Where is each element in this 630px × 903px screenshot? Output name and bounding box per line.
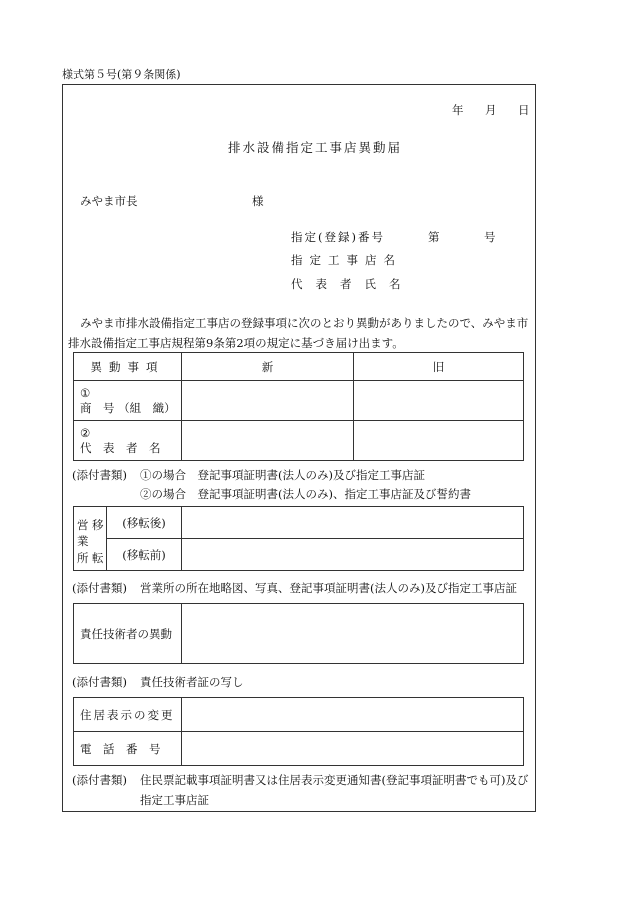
attachments4-line1: 住民票記載事項証明書又は住居表示変更通知書(登記事項証明書でも可)及び — [140, 773, 529, 787]
address-change-label: 住居表示の変更 — [74, 698, 182, 732]
addressee-honorific: 様 — [252, 194, 264, 208]
row2-label-cell — [74, 421, 182, 461]
day-label: 日 — [518, 103, 530, 117]
vertical-text-3: 業 — [77, 534, 89, 548]
addressee-name: みやま市長 — [80, 194, 138, 208]
phone-input[interactable] — [182, 732, 524, 766]
month-label: 月 — [485, 103, 497, 117]
row1-label: 商 号 （組 織） — [80, 400, 176, 415]
before-input[interactable] — [182, 539, 524, 571]
form-number: 様式第５号(第９条関係) — [62, 68, 181, 81]
table-row — [74, 421, 524, 461]
table-row — [74, 539, 524, 571]
attachments1-line1: ①の場合 登記事項証明書(法人のみ)及び指定工事店証 — [140, 468, 425, 482]
attachments4-line2: 指定工事店証 — [140, 793, 209, 807]
year-label: 年 — [452, 103, 464, 117]
representative-name-label: 代表者氏名 — [291, 277, 414, 291]
after-input[interactable] — [182, 507, 524, 539]
row2-label: 代 表 者 名 — [80, 440, 161, 455]
row1-old-input[interactable] — [354, 381, 524, 421]
shop-name-label: 指定工事店名 — [291, 253, 402, 267]
address-phone-table — [73, 697, 524, 766]
engineer-change-input[interactable] — [182, 604, 524, 664]
office-relocation-vertical-cell — [74, 507, 107, 571]
header-old: 旧 — [354, 353, 524, 381]
row1-number: ① — [80, 385, 91, 400]
registration-number-suffix: 号 — [484, 230, 496, 244]
attachments1-line2: ②の場合 登記事項証明書(法人のみ)、指定工事店証及び誓約書 — [140, 487, 471, 501]
attachments4-label: (添付書類) — [72, 773, 127, 787]
row1-label-cell — [74, 381, 182, 421]
attachments2-text: 営業所の所在地略図、写真、登記事項証明書(法人のみ)及び指定工事店証 — [140, 581, 517, 595]
header-item: 異動事項 — [74, 353, 182, 381]
statement-line-2: 排水設備指定工事店規程第9条第2項の規定に基づき届け出ます。 — [68, 336, 404, 350]
header-new: 新 — [182, 353, 354, 381]
before-label: (移転前) — [107, 539, 182, 571]
office-relocation-table — [73, 506, 524, 571]
row2-old-input[interactable] — [354, 421, 524, 461]
vertical-text-5: 転 — [92, 551, 104, 565]
table-row — [74, 381, 524, 421]
change-items-table — [73, 352, 524, 461]
engineer-change-table — [73, 603, 524, 664]
phone-label: 電 話 番 号 — [74, 732, 182, 766]
table-header-row — [74, 353, 524, 381]
table-row — [74, 698, 524, 732]
statement — [68, 313, 532, 353]
vertical-text-2: 移 — [92, 518, 104, 532]
attachments2-label: (添付書類) — [72, 581, 127, 595]
statement-line-1: みやま市排水設備指定工事店の登録事項に次のとおり異動がありましたので、みやま市 — [80, 316, 529, 330]
attachments3-label: (添付書類) — [72, 675, 127, 689]
registration-number-prefix: 第 — [428, 230, 440, 244]
attachments3-text: 責任技術者証の写し — [140, 675, 244, 689]
row2-new-input[interactable] — [182, 421, 354, 461]
attachments1-label: (添付書類) — [72, 468, 127, 482]
table-row — [74, 507, 524, 539]
registration-number-label: 指定(登録)番号 — [291, 230, 385, 244]
vertical-text-4: 所 — [77, 551, 89, 565]
row2-number: ② — [80, 425, 91, 440]
table-row — [74, 732, 524, 766]
form-title: 排水設備指定工事店異動届 — [227, 140, 402, 155]
table-row — [74, 604, 524, 664]
address-change-input[interactable] — [182, 698, 524, 732]
engineer-change-label: 責任技術者の異動 — [74, 604, 182, 664]
vertical-text-1: 営 — [77, 518, 89, 532]
after-label: (移転後) — [107, 507, 182, 539]
row1-new-input[interactable] — [182, 381, 354, 421]
